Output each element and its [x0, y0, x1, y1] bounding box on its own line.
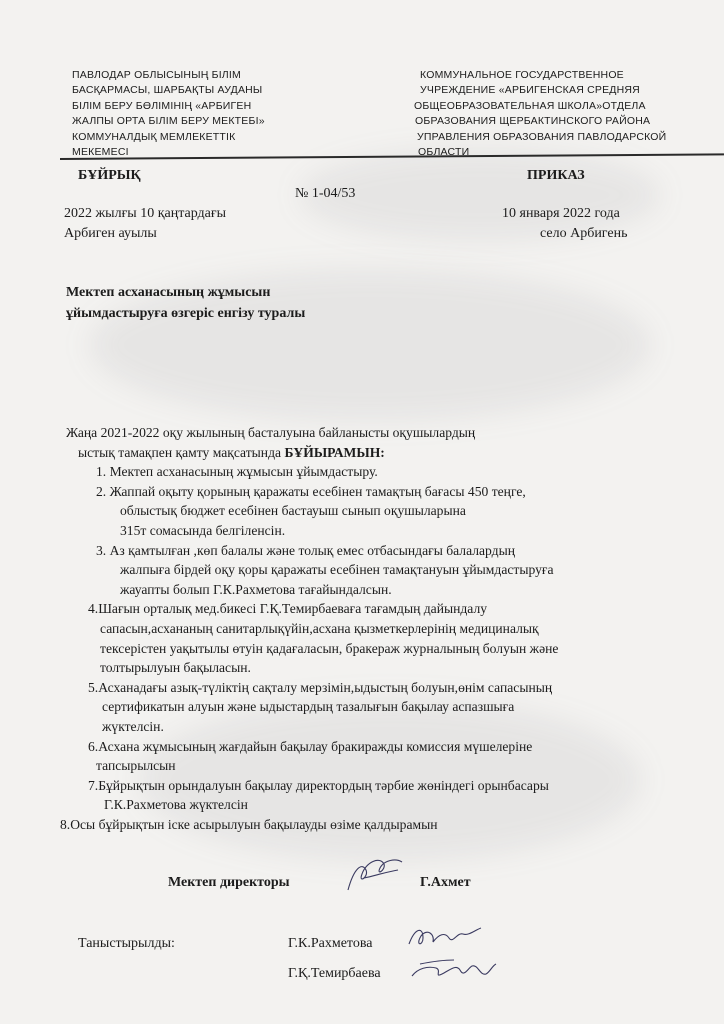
body-line: 1. Мектеп асханасының жұмысын ұйымдастыру.: [96, 464, 378, 480]
body-line: 3. Аз қамтылған ,көп балалы және толық емес отбасындағы балалардың: [96, 542, 515, 558]
body-line: толтырылуын бақыласын.: [100, 660, 251, 676]
body-line: облыстық бюджет есебінен бастауыш сынып оқушыларына: [120, 503, 466, 519]
director-title: Мектеп директоры: [168, 875, 290, 890]
header-right-line: УПРАВЛЕНИЯ ОБРАЗОВАНИЯ ПАВЛОДАРСКОЙ: [417, 130, 667, 143]
body-line: 2. Жаппай оқыту қорының қаражаты есебінен тамақтың бағасы 450 теңге,: [96, 483, 526, 499]
header-right-line: УЧРЕЖДЕНИЕ «АРБИГЕНСКАЯ СРЕДНЯЯ: [420, 84, 640, 97]
body-line: Г.К.Рахметова жүктелсін: [104, 797, 248, 813]
acquainted-label: Таныстырылды:: [78, 936, 175, 951]
header-left-line: БІЛІМ БЕРУ БӨЛІМІНІҢ «АРБИГЕН: [72, 99, 252, 112]
body-line: жүктелсін.: [102, 718, 164, 734]
acquainted-person: Г.К.Рахметова: [288, 936, 373, 951]
body-intro: [78, 443, 718, 463]
body-intro-text: ыстық тамақпен қамту мақсатында: [78, 444, 285, 460]
subject-line: ұйымдастыруға өзгеріс енгізу туралы: [66, 306, 306, 321]
director-signature-icon: [340, 850, 410, 900]
signature-icon: [406, 950, 498, 990]
header-left-line: БАСҚАРМАСЫ, ШАРБАҚТЫ АУДАНЫ: [72, 84, 263, 97]
body-line: тексерістен уақытылы өтуін қадағаласын, бракераж журналының болуын және: [100, 640, 559, 656]
order-title-ru: ПРИКАЗ: [527, 168, 585, 183]
body-line: жауапты болып Г.К.Рахметова тағайындалсын.: [120, 581, 392, 597]
body-intro: Жаңа 2021-2022 оқу жылының басталуына байланысты оқушылардың: [66, 425, 476, 440]
body-line: 7.Бұйрықтын орындалуын бақылау директордың тәрбие жөніндегі орынбасары: [88, 777, 549, 793]
acquainted-person: Г.Қ.Темирбаева: [288, 966, 381, 981]
header-left-line: МЕКЕМЕСІ: [72, 146, 129, 159]
header-right-line: КОММУНАЛЬНОЕ ГОСУДАРСТВЕННОЕ: [420, 69, 624, 81]
order-date-kz: 2022 жылғы 10 қаңтардағы: [64, 206, 227, 221]
body-line: 315т сомасында белгіленсін.: [120, 522, 286, 538]
body-line: сертификатын алуын және ыдыстардың тазалығын бақылау аспазшыға: [102, 699, 515, 715]
body-line: жалпыға бірдей оқу қоры қаражаты есебінен тамақтануын ұйымдастыруға: [120, 562, 554, 578]
body-line: сапасын,асхананың санитарлықүйін,асхана қызметкерлерінің медициналық: [100, 620, 539, 636]
header-right-line: ОБРАЗОВАНИЯ ЩЕРБАКТИНСКОГО РАЙОНА: [415, 115, 651, 128]
order-number: № 1-04/53: [295, 186, 356, 201]
header-left-line: ЖАЛПЫ ОРТА БІЛІМ БЕРУ МЕКТЕБІ»: [72, 115, 265, 128]
body-line: тапсырылсын: [96, 758, 176, 774]
order-place-kz: Арбиген ауылы: [64, 226, 157, 241]
header-right-line: ОБЛАСТИ: [418, 146, 470, 159]
header-left-line: КОММУНАЛДЫҚ МЕМЛЕКЕТТІК: [72, 130, 236, 143]
body-line: 6.Асхана жұмысының жағдайын бақылау бракиражды комиссия мүшелеріне: [88, 738, 533, 754]
body-line: 8.Осы бұйрықтын іске асырылуын бақылауды өзіме қалдырамын: [60, 816, 438, 832]
body-line: 4.Шағын орталық мед.бикесі Г.Қ.Темирбаеваға тағамдың дайындалу: [88, 601, 488, 617]
director-name: Г.Ахмет: [420, 875, 471, 890]
order-place-ru: село Арбигень: [540, 226, 628, 241]
order-keyword: БҰЙЫРАМЫН:: [284, 444, 385, 460]
order-body: [60, 423, 700, 834]
order-title-kz: БҰЙРЫҚ: [78, 168, 141, 183]
header-right-block: [414, 68, 666, 160]
body-line: 5.Асханадағы азық-түліктің сақталу мерзімін,ыдыстың болуын,өнім сапасының: [88, 679, 553, 695]
order-date-ru: 10 января 2022 года: [502, 206, 620, 221]
header-right-line: ОБЩЕОБРАЗОВАТЕЛЬНАЯ ШКОЛА»ОТДЕЛА: [414, 99, 646, 112]
header-left-block: [72, 68, 265, 160]
subject-line: Мектеп асханасының жұмысын: [66, 285, 271, 300]
header-left-line: ПАВЛОДАР ОБЛЫСЫНЫҢ БІЛІМ: [72, 69, 241, 81]
